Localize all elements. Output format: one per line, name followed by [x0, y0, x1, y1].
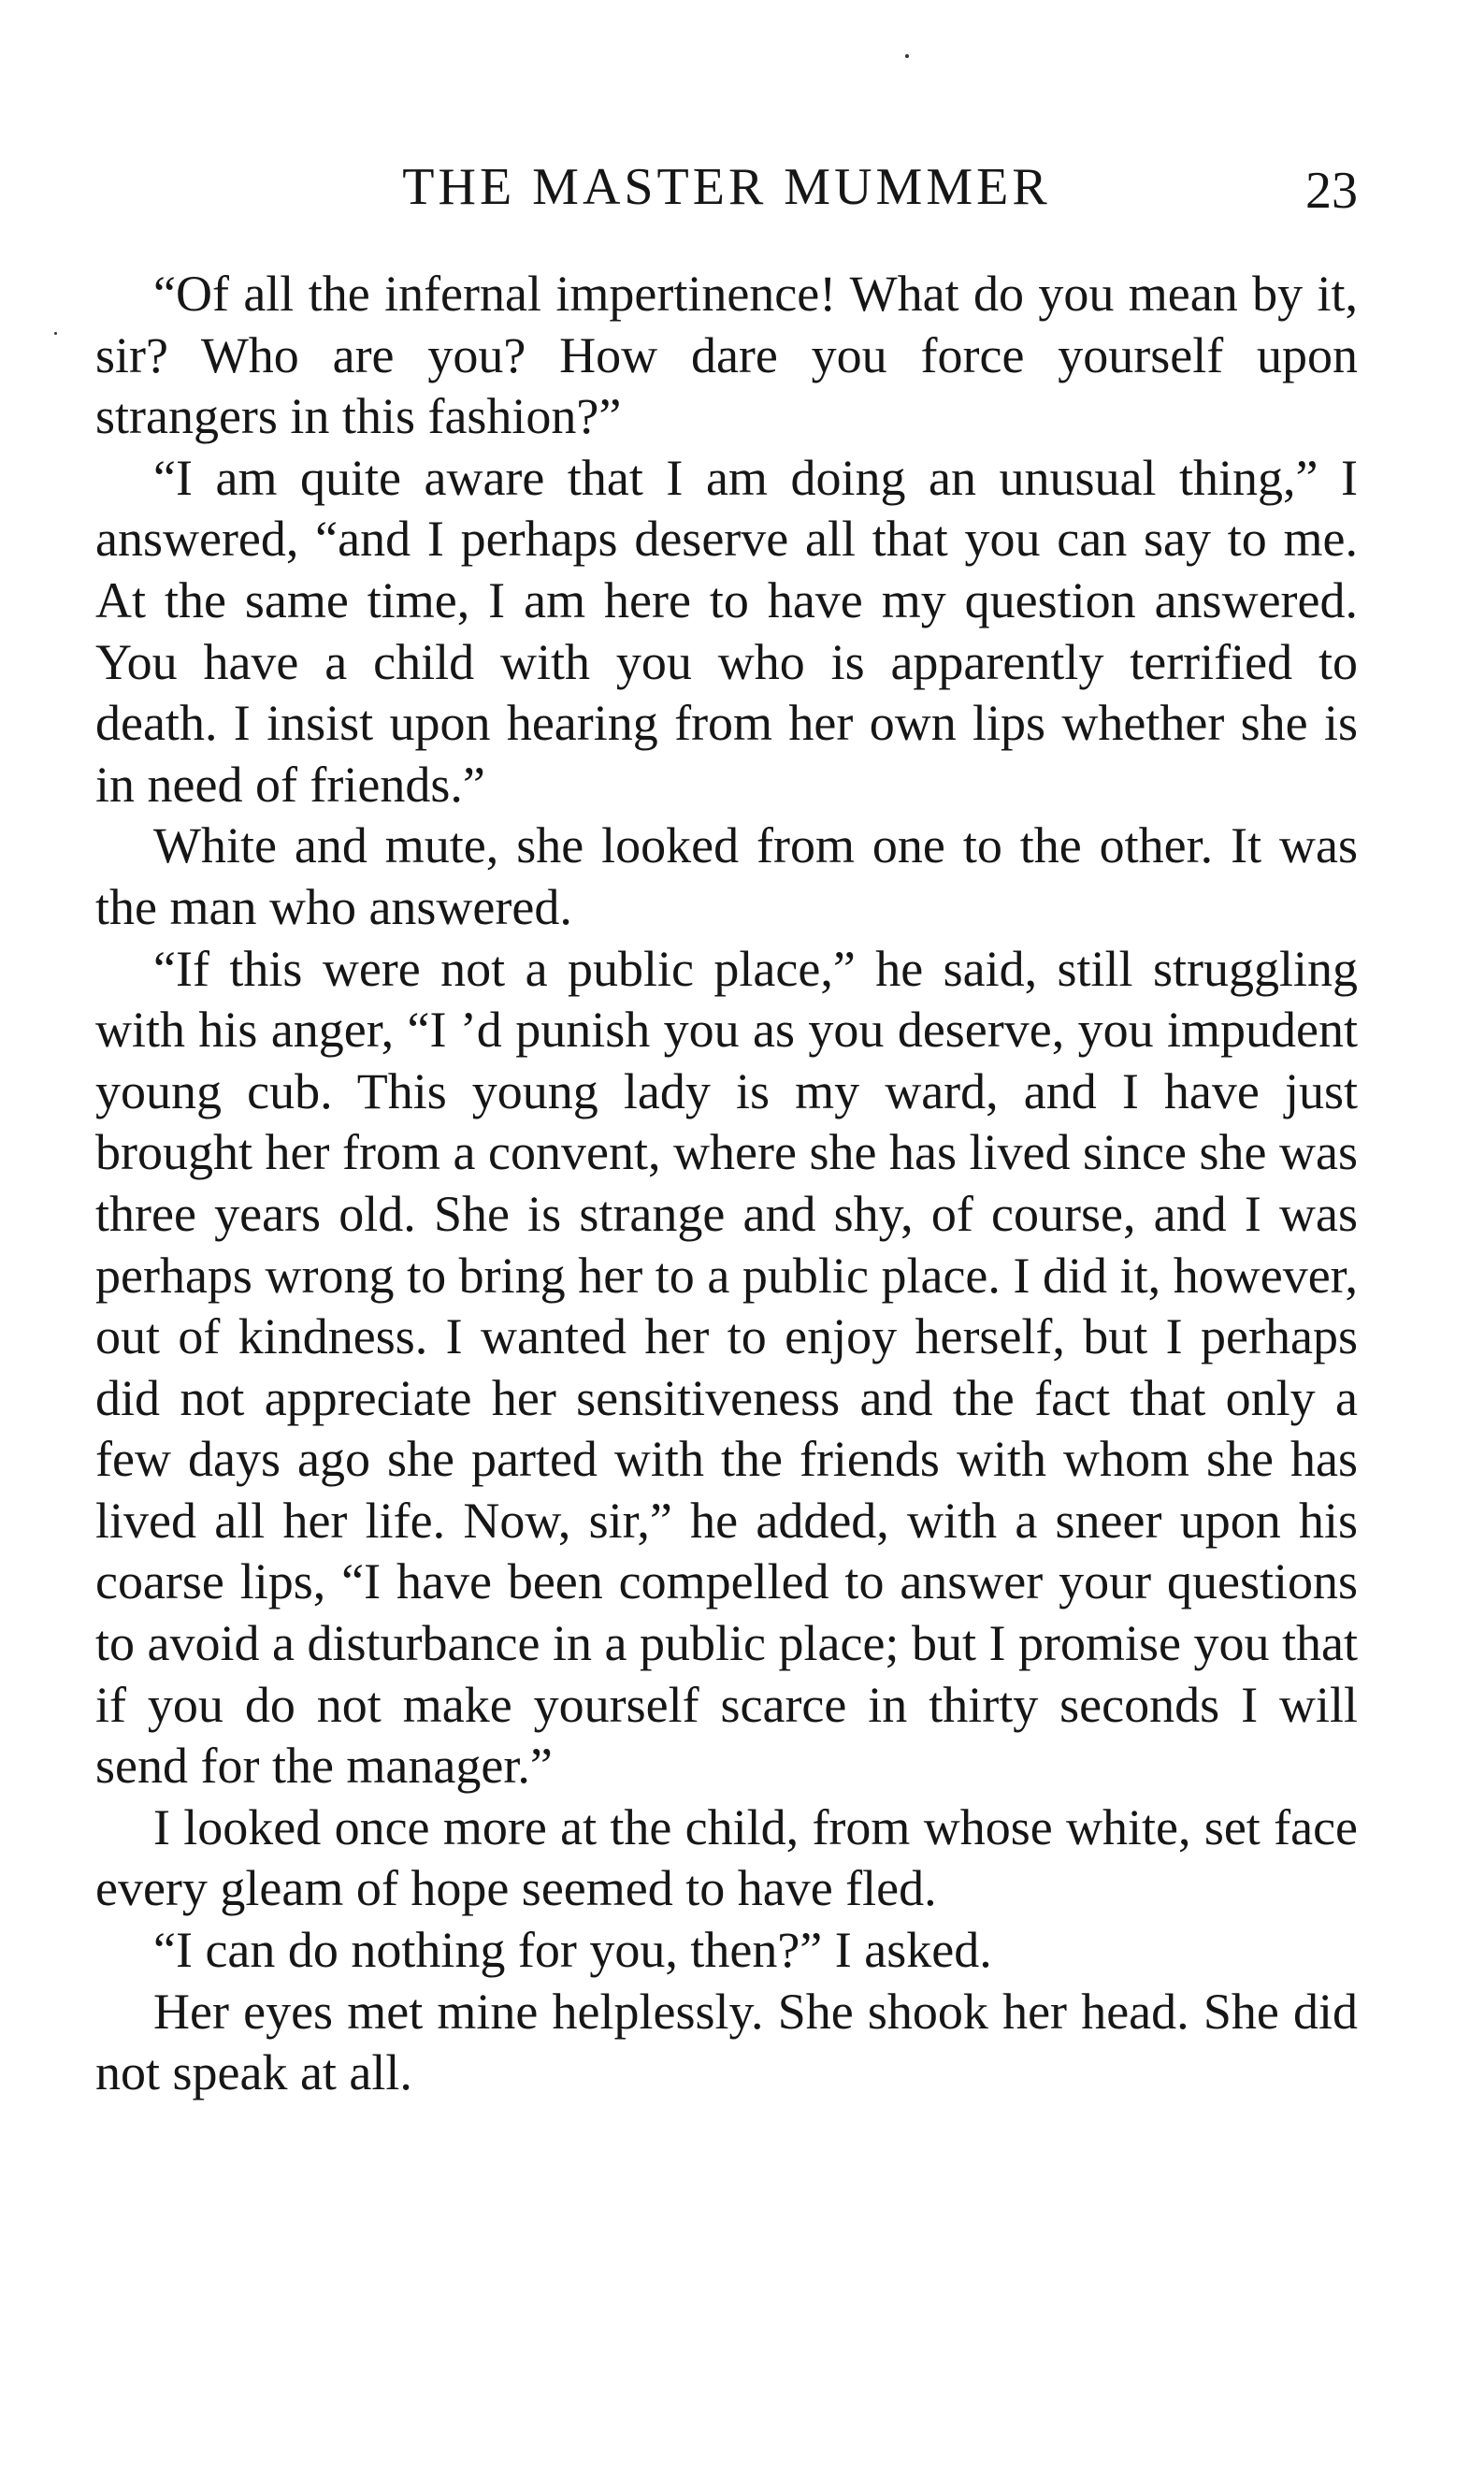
paragraph: I looked once more at the child, from whose white, set face every gleam of hope seemed to have fled.	[95, 1798, 1358, 1917]
paragraph: “If this were not a public place,” he said, still struggling with his anger, “I ’d punish you as you deserve, you impudent young cub. This young lady is my ward, and I have just brought her from a convent, where she has lived since she was three years old. She is strange and shy, of course, and I was perhaps wrong to bring her to a public place. I did it, however, out of kindness. I wanted her to enjoy herself, but I perhaps did not appreciate her sensitiveness and the fact that only a few days ago she parted with the friends with whom she has lived all her life. Now, sir,” he added, with a sneer upon his coarse lips, “I have been compelled to answer your questions to avoid a disturbance in a public place; but I promise you that if you do not make yourself scarce in thirty seconds I will send for the manager.”	[95, 940, 1358, 1795]
print-speck	[54, 332, 57, 335]
paragraph: “I can do nothing for you, then?” I asked.	[153, 1922, 992, 1979]
body-text	[95, 264, 1358, 2104]
page-header	[95, 150, 1358, 224]
page-number: 23	[1305, 162, 1358, 220]
paragraph: “Of all the infernal impertinence! What do you mean by it, sir? Who are you? How dare you force yourself upon strangers in this fashion?”	[95, 266, 1358, 445]
paragraph: “I am quite aware that I am doing an unusual thing,” I answered, “and I perhaps deserve all that you can say to me. At the same time, I am here to have my question answered. You have a child with you who is apparently terrified to death. I insist upon hearing from her own lips whether she is in need of friends.”	[95, 449, 1358, 813]
print-speck	[905, 54, 909, 58]
running-title: THE MASTER MUMMER	[402, 158, 1051, 216]
paragraph: White and mute, she looked from one to the other. It was the man who answered.	[95, 817, 1358, 935]
paragraph: Her eyes met mine helplessly. She shook her head. She did not speak at all.	[95, 1983, 1358, 2101]
